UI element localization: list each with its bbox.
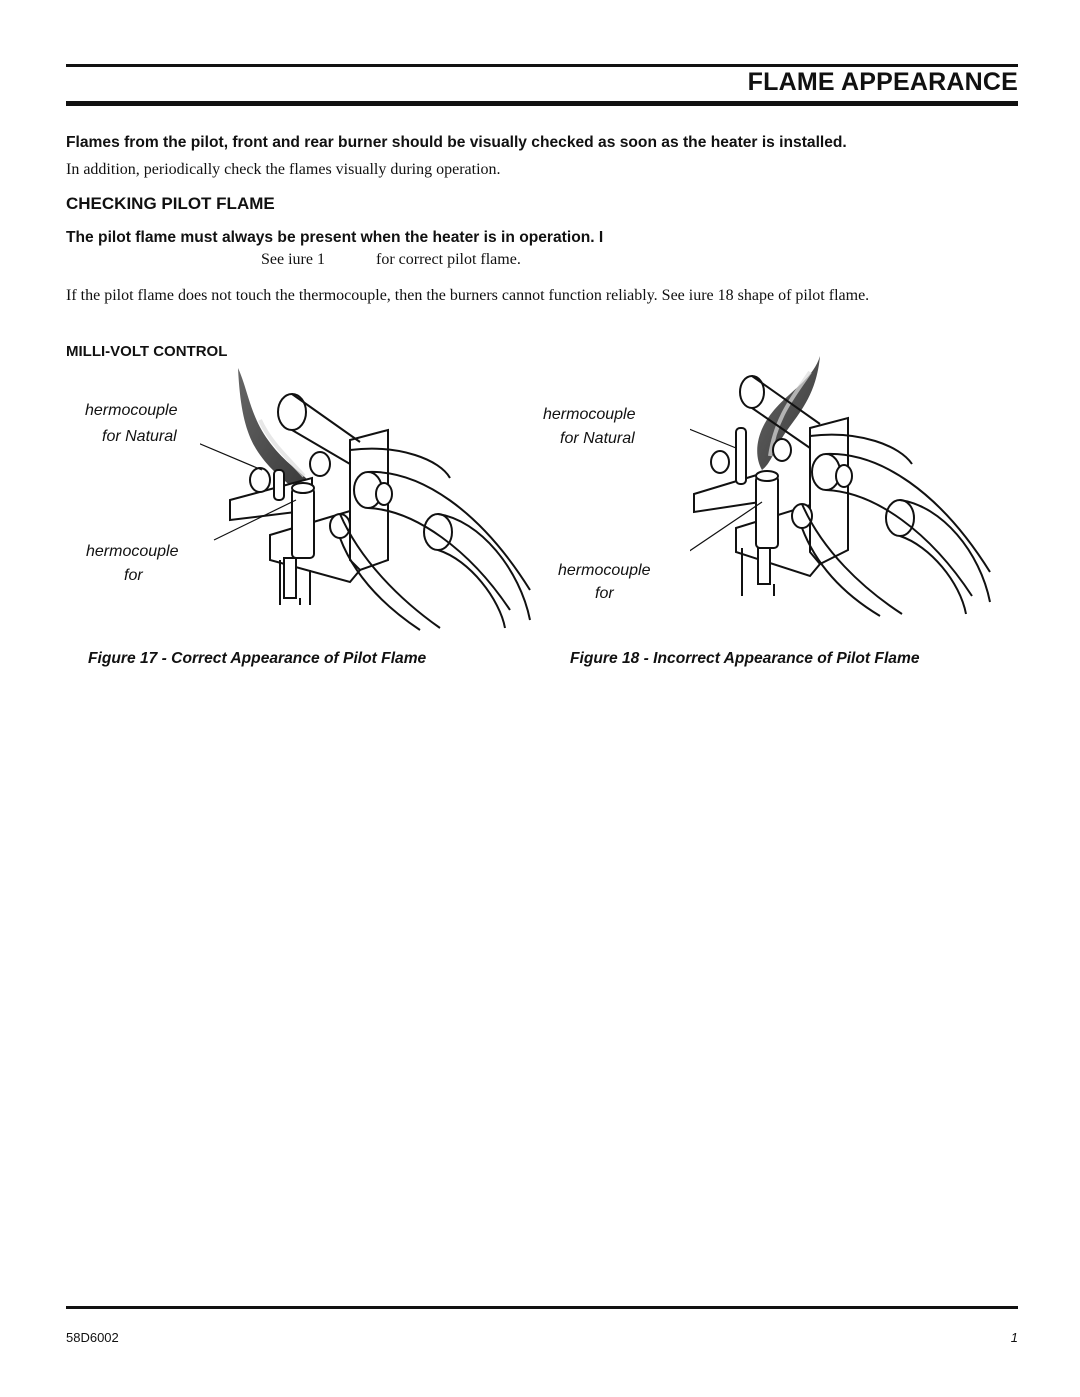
page-number: 1 xyxy=(1010,1330,1018,1345)
fig18-callout-top-1: hermocouple xyxy=(543,406,636,423)
fig17-callout-bottom-2: for xyxy=(124,567,143,584)
fig17-callout-bottom-1: hermocouple xyxy=(86,543,179,560)
title-rule xyxy=(66,101,1018,106)
see-figure-text-b: for correct pilot flame. xyxy=(376,251,521,268)
bottom-rule xyxy=(66,1306,1018,1309)
fig17-callout-top-1: hermocouple xyxy=(85,402,178,419)
body-paragraph: If the pilot flame does not touch the thermocouple, then the burners cannot function reliably. See iure 18 shape of pilot flame. xyxy=(66,287,870,304)
fig18-callout-top-2: for Natural xyxy=(560,430,635,447)
figure-18-illustration xyxy=(690,352,1030,624)
figure-18-caption: Figure 18 - Incorrect Appearance of Pilot Flame xyxy=(570,650,920,667)
pilot-bold-text: The pilot flame must always be present when the heater is in operation. I xyxy=(66,229,604,246)
figure-17-caption: Figure 17 - Correct Appearance of Pilot Flame xyxy=(88,650,427,667)
intro-text: In addition, periodically check the flames visually during operation. xyxy=(66,161,501,178)
fig18-callout-bottom-2: for xyxy=(595,585,614,602)
fig17-callout-top-2: for Natural xyxy=(102,428,177,445)
doc-number: 58D6002 xyxy=(66,1330,119,1345)
page-title: FLAME APPEARANCE xyxy=(747,68,1018,96)
top-rule xyxy=(66,64,1018,67)
intro-bold-text: Flames from the pilot, front and rear burner should be visually checked as soon as the heater is installed. xyxy=(66,134,847,151)
see-figure-text-a: See iure 1 xyxy=(261,251,325,268)
section-heading: CHECKING PILOT FLAME xyxy=(66,194,275,213)
fig18-callout-bottom-1: hermocouple xyxy=(558,562,651,579)
figure-17-illustration xyxy=(200,360,540,632)
subheading-milli-volt: MILLI-VOLT CONTROL xyxy=(66,343,228,360)
